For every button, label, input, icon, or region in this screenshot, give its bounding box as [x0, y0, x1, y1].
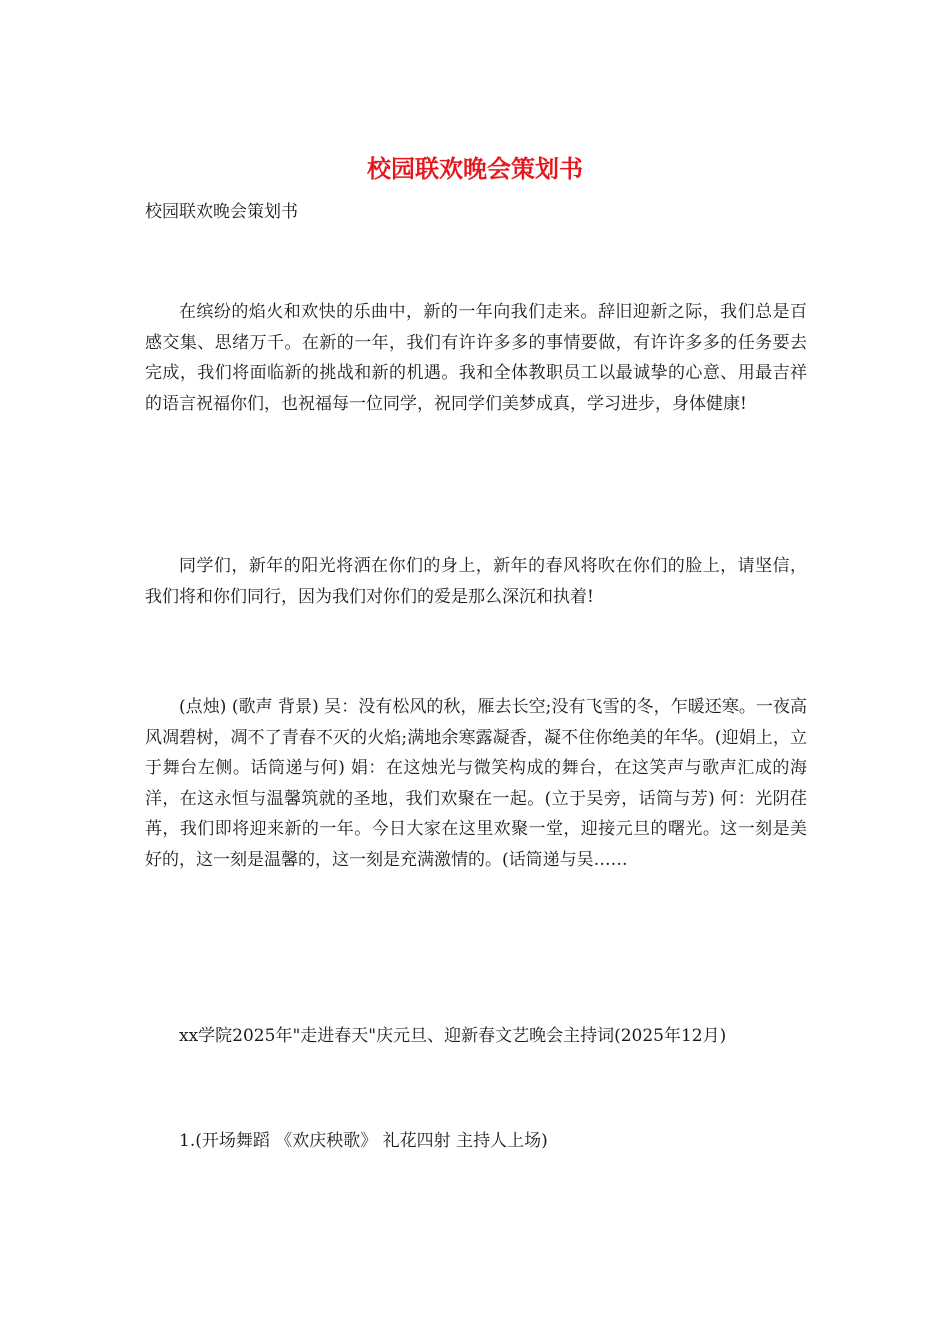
paragraph-host-script-title: xx学院2025年"走进春天"庆元旦、迎新春文艺晚会主持词(2025年12月)	[179, 1026, 727, 1046]
document-title: 校园联欢晚会策划书	[367, 154, 583, 183]
paragraph-greeting: 在缤纷的焰火和欢快的乐曲中，新的一年向我们走来。辞旧迎新之际，我们总是百感交集、思绪万千。在新的一年，我们有许许多多的事情要做，有许许多多的任务要去完成，我们将面临新的挑战和新的机遇。我和全体教职员工以最诚挚的心意、用最吉祥的语言祝福你们，也祝福每一位同学，祝同学们美梦成真，学习进步，身体健康!	[145, 302, 807, 414]
paragraph-program-item: 1.(开场舞蹈 《欢庆秧歌》 礼花四射 主持人上场)	[179, 1131, 548, 1151]
document-subtitle: 校园联欢晚会策划书	[145, 202, 298, 222]
paragraph-new-year: 同学们，新年的阳光将洒在你们的身上，新年的春风将吹在你们的脸上，请坚信，我们将和你们同行，因为我们对你们的爱是那么深沉和执着!	[145, 556, 807, 607]
paragraph-script: (点烛) (歌声 背景) 吴：没有松风的秋，雁去长空;没有飞雪的冬，乍暖还寒。一夜高风凋碧树，凋不了青春不灭的火焰;满地余寒露凝香，凝不住你绝美的年华。(迎娟上，立于舞台左侧。话筒递与何) 娟：在这烛光与微笑构成的舞台，在这笑声与歌声汇成的海洋，在这永恒与温馨筑就的圣地，我们欢聚在一起。(立于吴旁，话筒与芳) 何：光阴荏苒，我们即将迎来新的一年。今日大家在这里欢聚一堂，迎接元旦的曙光。这一刻是美好的，这一刻是温馨的，这一刻是充满激情的。(话筒递与吴……	[145, 697, 807, 870]
